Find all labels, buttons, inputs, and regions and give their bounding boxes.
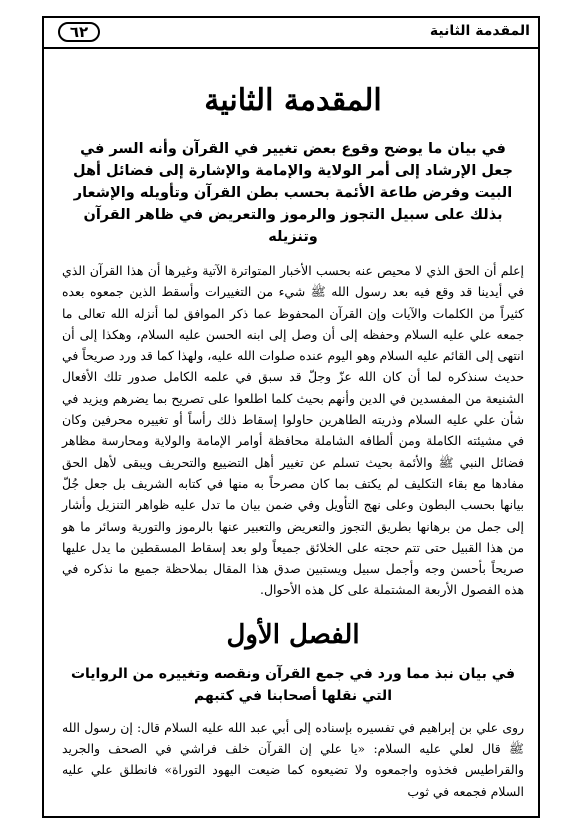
page-content [62, 56, 524, 802]
section-paragraph: روى علي بن إبراهيم في تفسيره بإسناده إلى أبي عبد الله عليه السلام قال: إن رسول الله ﷺ قال لعلي عليه السلام: «يا علي إن القرآن خلف فراشي في الصحف والجريد والقراطيس فخذوه واجمعوه ولا تضيعوه كما ضيعت اليهود التوراة» فانطلق علي عليه السلام فجمعه في ثوب [62, 719, 524, 799]
body-paragraph: إعلم أن الحق الذي لا محيص عنه بحسب الأخبار المتواترة الآتية وغيرها أن هذا القرآن الذي في أيدينا قد وقع فيه بعد رسول الله ﷺ شيء من التغييرات وأسقط الذين جمعوه بعده كثيراً من الكلمات والآيات وإن القرآن المحفوظ عما ذكر الموافق لما أنزله الله تعالى ما جمعه علي عليه السلام وحفظه إلى أن وصل إلى ابنه الحسن عليه السلام، وهكذا إلى أن انتهى إلى القائم عليه السلام وهو اليوم عنده صلوات الله عليه، ولهذا كما قد ورد صريحاً في حديث سنذكره لما أن كان الله عزّ وجلّ قد سبق في علمه الكامل صدور تلك الأفعال الشنيعة من المفسدين في الدين وأنهم بحيث كلما اطلعوا على تصريح بما يضرهم ويزيد في شأن علي عليه السلام وذريته الطاهرين حاولوا إسقاط ذلك رأساً أو تغييره محرفين وكان في مشيئته الكاملة ومن ألطافه الشاملة محافظة أوامر الإمامة والولاية ومحارسة مظاهر فضائل النبي ﷺ والأئمة بحيث تسلم عن تغيير أهل التضييع والتحريف ويبقى لأهل الحق مفادها مع بقاء التكليف لم يكتف بما كان مصرحاً به منها في كتابه الشريف بل جعل جُلّ بيانها بحسب البطون وعلى نهج التأويل وفي ضمن بيان ما تدل عليه ظواهر التنزيل وأشار إلى جمل من برهانها بطريق التجوز والتعريض والتعبير عنها بالرموز والتورية وسائر ما هو من هذا القبيل حتى تتم حجته على الخلائق جميعاً ولو بعد إسقاط المسقطين ما يدل عليها صريحاً بأحسن وجه وأجمل سبيل ويستبين صدق هذا المقال بملاحظة جميع ما نذكره في هذه الفصول الأربعة المشتملة على كل هذه الأحوال. [62, 263, 524, 598]
page-number: ٦٢ [58, 22, 100, 42]
page-header [44, 18, 538, 49]
section-subtitle: في بيان نبذ مما ورد في جمع القرآن ونقصه وتغييره من الروايات التي نقلها أصحابنا في كتبهم [70, 665, 516, 704]
chapter-subtitle: في بيان ما يوضح وقوع بعض تغيير في القرآن وأنه السر في جعل الإرشاد إلى أمر الولاية والإمامة والإشارة إلى فضائل أهل البيت وفرض طاعة الأئمة بحسب بطن القرآن وتأويله والإشعار بذلك على سبيل التجوز والرموز والتعريض في ظاهر القرآن وتنزيله [73, 141, 513, 245]
page-frame [42, 16, 540, 818]
section-title: الفصل الأول [226, 619, 360, 650]
running-title: المقدمة الثانية [429, 23, 530, 39]
chapter-title: المقدمة الثانية [204, 83, 382, 118]
